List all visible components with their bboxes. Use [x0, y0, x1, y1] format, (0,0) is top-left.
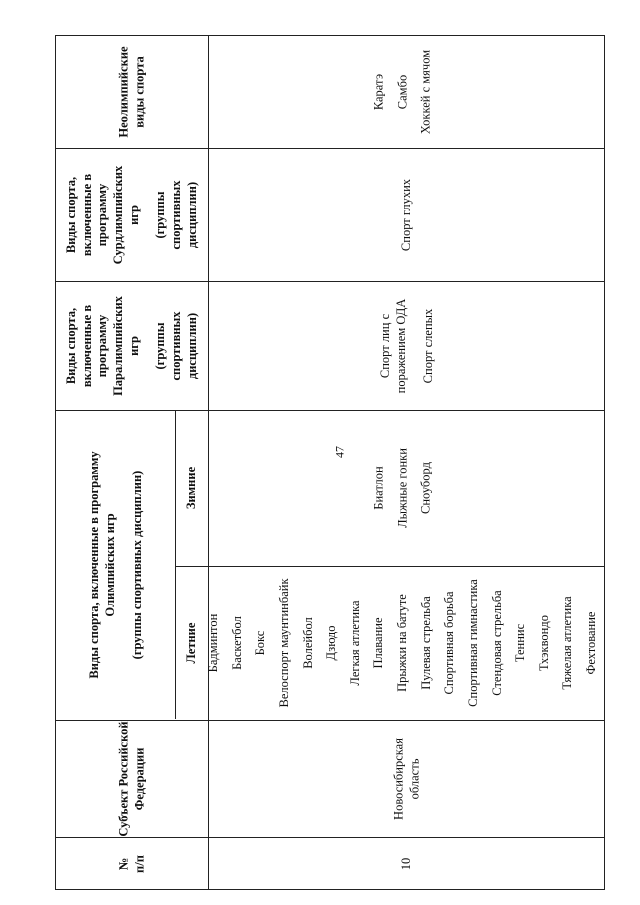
header-summer: Летние: [183, 622, 198, 664]
summer-sport-item: Спортивная борьба: [442, 591, 457, 695]
header-paralympic-line: дисциплин): [184, 312, 199, 379]
summer-sport-item: Волейбол: [300, 617, 315, 669]
row-deaflympic-cell: [208, 148, 606, 281]
header-deaflympic-line: спортивных: [168, 179, 183, 250]
header-num-line: №: [116, 857, 131, 871]
summer-sport-item: Стендовая стрельба: [489, 590, 504, 696]
header-paralympic-line: программу: [95, 314, 110, 377]
header-paralympic-line: спортивных: [168, 310, 183, 381]
header-paralympic-cell: [56, 281, 208, 410]
header-paralympic-line: Паралимпийских: [110, 295, 125, 396]
summer-sport-item: Теннис: [513, 623, 528, 663]
non-olympic-sport-item: Каратэ: [371, 73, 386, 111]
header-winter: Зимние: [183, 466, 198, 510]
summer-sport-item: Прыжки на батуте: [395, 594, 410, 692]
row-subject: [391, 738, 422, 820]
row-subject-line: область: [407, 758, 421, 799]
header-olympic-line: Олимпийских игр: [102, 513, 117, 617]
header-deaflympic: [64, 165, 200, 264]
header-deaflympic-line: включенные в: [79, 173, 94, 256]
row-subject-line: Новосибирская: [391, 737, 406, 820]
header-deaflympic-cell: [56, 148, 208, 281]
summer-sport-item: Пулевая стрельба: [418, 596, 433, 690]
non-olympic-sports-list: [372, 50, 443, 134]
summer-sports-list: [206, 578, 608, 707]
row-num: 10: [399, 857, 414, 871]
header-olympic-line: Виды спорта, включенные в программу: [86, 451, 101, 679]
summer-sport-item: Бокс: [253, 630, 268, 656]
header-subject-line: Федерации: [132, 747, 146, 810]
summer-sport-item: Плавание: [371, 617, 386, 669]
summer-sport-item: Баскетбол: [229, 616, 244, 670]
page-number: 47: [332, 446, 347, 458]
header-non-olympic: [116, 46, 147, 137]
header-paralympic-line: Виды спорта,: [63, 307, 78, 384]
sports-table: [55, 35, 605, 890]
paralympic-sport-item: Спорт слепых: [420, 308, 435, 383]
header-non-olympic-line: виды спорта: [132, 56, 146, 128]
winter-sports-list: [372, 448, 443, 528]
summer-sport-item: Фехтование: [584, 611, 599, 675]
deaflympic-sport-item: Спорт глухих: [399, 178, 414, 251]
row-non-olympic-cell: [208, 36, 606, 148]
row-paralympic-cell: [208, 281, 606, 410]
paralympic-sport-item: поражением ОДА: [393, 298, 408, 393]
header-deaflympic-line: Сурдлимпийских: [110, 165, 125, 264]
header-paralympic-line: (группы: [153, 321, 168, 370]
header-paralympic-line: включенные в: [79, 304, 94, 387]
header-subject-cell: [56, 720, 208, 837]
summer-sport-item: Бадминтон: [206, 613, 221, 673]
header-deaflympic-line: (группы: [153, 190, 168, 239]
header-deaflympic-line: Виды спорта,: [63, 176, 78, 253]
header-deaflympic-line: дисциплин): [184, 181, 199, 248]
row-winter-cell: [208, 410, 606, 566]
summer-sport-item: Велоспорт маунтинбайк: [277, 578, 292, 708]
winter-sport-item: Лыжные гонки: [395, 448, 410, 528]
winter-sport-item: Биатлон: [371, 466, 386, 510]
header-subject-line: Субъект Российской: [116, 720, 131, 837]
deaflympic-sports-list: [399, 178, 415, 250]
paralympic-sports-list: [378, 298, 436, 393]
header-non-olympic-line: Неолимпийские: [116, 46, 131, 138]
summer-sport-item: Тхэквондо: [536, 615, 551, 671]
header-paralympic-line: игр: [126, 335, 141, 356]
header-deaflympic-line: программу: [95, 183, 110, 246]
header-num-cell: [56, 837, 208, 891]
header-deaflympic-line: игр: [126, 204, 141, 225]
summer-sport-item: Спортивная гимнастика: [466, 579, 481, 707]
header-subject: [116, 721, 147, 836]
paralympic-sport-item: Спорт лиц с: [377, 313, 392, 378]
header-num: [116, 855, 147, 873]
header-olympic-line: (группы спортивных дисциплин): [128, 470, 143, 660]
row-summer-cell: [208, 566, 606, 720]
row-num-cell: [208, 837, 606, 891]
header-num-line: п/п: [132, 855, 146, 873]
header-non-olympic-cell: [56, 36, 208, 148]
header-winter-cell: [175, 410, 208, 566]
non-olympic-sport-item: Самбо: [395, 74, 410, 110]
row-subject-cell: [208, 720, 606, 837]
winter-sport-item: Сноуборд: [418, 462, 433, 514]
header-olympic: [86, 451, 144, 678]
summer-sport-item: Легкая атлетика: [347, 600, 362, 686]
header-paralympic: [64, 296, 200, 396]
header-olympic-cell: [56, 410, 175, 720]
summer-sport-item: Тяжелая атлетика: [560, 596, 575, 690]
header-summer-cell: [175, 566, 208, 720]
summer-sport-item: Дзюдо: [324, 625, 339, 661]
non-olympic-sport-item: Хоккей с мячом: [418, 49, 433, 135]
